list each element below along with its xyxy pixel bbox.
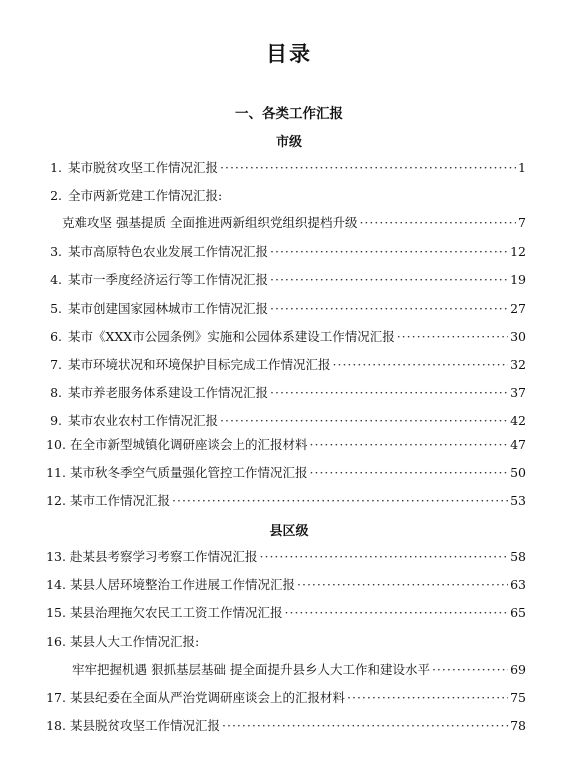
- entry-page: 47: [510, 437, 526, 452]
- toc-entry[interactable]: [38, 717, 526, 735]
- leader-dots: [220, 159, 516, 177]
- section-heading: 一、各类工作汇报: [235, 106, 343, 122]
- entry-subtitle: 克难攻坚 强基提质 全面推进两新组织党组织提档升级: [62, 215, 358, 230]
- group-heading-county: 县区级: [269, 524, 309, 539]
- toc-entry[interactable]: [38, 464, 526, 482]
- leader-dots: [359, 214, 516, 232]
- leader-dots: [333, 356, 509, 374]
- entry-title: 某市农业农村工作情况汇报: [68, 413, 219, 428]
- toc-entry[interactable]: [38, 271, 526, 289]
- entry-title: 某县人居环境整治工作进展工作情况汇报: [70, 577, 296, 592]
- entry-title: 某市秋冬季空气质量强化管控工作情况汇报: [70, 465, 308, 480]
- toc-entry[interactable]: [38, 604, 526, 622]
- entry-title: 某县人大工作情况汇报:: [70, 634, 200, 649]
- leader-dots: [220, 412, 508, 430]
- toc-entry[interactable]: [38, 492, 526, 510]
- leader-dots: [222, 717, 508, 735]
- entry-title: 某市一季度经济运行等工作情况汇报: [68, 272, 269, 287]
- entry-number: 5.: [50, 301, 62, 316]
- entry-title: 在全市新型城镇化调研座谈会上的汇报材料: [70, 437, 308, 452]
- toc-entry[interactable]: [38, 412, 526, 430]
- leader-dots: [172, 492, 508, 510]
- toc-entry[interactable]: [38, 633, 199, 651]
- entry-number: 13.: [46, 549, 66, 564]
- leader-dots: [310, 464, 509, 482]
- toc-entry[interactable]: [38, 436, 526, 454]
- entry-number: 14.: [46, 577, 66, 592]
- entry-number: 4.: [50, 272, 62, 287]
- toc-entry[interactable]: [38, 187, 222, 205]
- entry-page: 75: [510, 690, 526, 705]
- entry-subtitle: 牢牢把握机遇 狠抓基层基础 提全面提升县乡人大工作和建设水平: [72, 662, 430, 677]
- entry-title: 某市工作情况汇报: [70, 493, 171, 508]
- leader-dots: [270, 271, 508, 289]
- toc-entry[interactable]: [38, 328, 526, 346]
- toc-entry[interactable]: [38, 576, 526, 594]
- entry-number: 18.: [46, 718, 66, 733]
- leader-dots: [270, 384, 508, 402]
- entry-title: 某市《XXX市公园条例》实施和公园体系建设工作情况汇报: [68, 329, 395, 344]
- entry-title: 某市高原特色农业发展工作情况汇报: [68, 244, 269, 259]
- toc-entry[interactable]: [38, 384, 526, 402]
- toc-entry[interactable]: [38, 689, 526, 707]
- entry-page: 7: [518, 215, 526, 230]
- entry-number: 2.: [50, 188, 62, 203]
- entry-number: 15.: [46, 605, 66, 620]
- entry-number: 6.: [50, 329, 62, 344]
- entry-title: 某市创建国家园林城市工作情况汇报: [68, 301, 269, 316]
- entry-number: 7.: [50, 357, 62, 372]
- entry-number: 9.: [50, 413, 62, 428]
- entry-number: 12.: [46, 493, 66, 508]
- entry-page: 12: [510, 244, 526, 259]
- toc-entry-continuation[interactable]: [62, 214, 526, 232]
- entry-number: 8.: [50, 385, 62, 400]
- entry-title: 赴某县考察学习考察工作情况汇报: [70, 549, 258, 564]
- leader-dots: [397, 328, 508, 346]
- entry-page: 65: [510, 605, 526, 620]
- entry-title: 某市养老服务体系建设工作情况汇报: [68, 385, 269, 400]
- entry-title: 某县脱贫攻坚工作情况汇报: [70, 718, 221, 733]
- entry-page: 30: [510, 329, 526, 344]
- entry-page: 1: [518, 160, 526, 175]
- leader-dots: [347, 689, 508, 707]
- entry-title: 某县治理拖欠农民工工资工作情况汇报: [70, 605, 283, 620]
- leader-dots: [270, 243, 508, 261]
- entry-number: 16.: [46, 634, 66, 649]
- entry-number: 11.: [46, 465, 66, 480]
- entry-number: 10.: [46, 437, 66, 452]
- entry-number: 17.: [46, 690, 66, 705]
- leader-dots: [310, 436, 509, 454]
- toc-entry[interactable]: [38, 243, 526, 261]
- leader-dots: [260, 548, 509, 566]
- entry-page: 32: [510, 357, 526, 372]
- leader-dots: [270, 300, 508, 318]
- entry-title: 某市环境状况和环境保护目标完成工作情况汇报: [68, 357, 331, 372]
- entry-page: 50: [510, 465, 526, 480]
- entry-page: 37: [510, 385, 526, 400]
- leader-dots: [432, 661, 508, 679]
- entry-page: 19: [510, 272, 526, 287]
- leader-dots: [285, 604, 509, 622]
- page-title: 目录: [266, 42, 312, 66]
- entry-number: 3.: [50, 244, 62, 259]
- entry-page: 78: [510, 718, 526, 733]
- toc-entry[interactable]: [38, 159, 526, 177]
- entry-number: 1.: [50, 160, 62, 175]
- entry-page: 69: [510, 662, 526, 677]
- entry-title: 某市脱贫攻坚工作情况汇报: [68, 160, 219, 175]
- entry-title: 全市两新党建工作情况汇报:: [68, 188, 223, 203]
- entry-page: 27: [510, 301, 526, 316]
- entry-title: 某县纪委在全面从严治党调研座谈会上的汇报材料: [70, 690, 346, 705]
- entry-page: 53: [510, 493, 526, 508]
- toc-entry[interactable]: [38, 356, 526, 374]
- entry-page: 42: [510, 413, 526, 428]
- toc-entry-continuation[interactable]: [72, 661, 526, 679]
- leader-dots: [297, 576, 508, 594]
- group-heading-city: 市级: [275, 135, 302, 150]
- entry-page: 63: [510, 577, 526, 592]
- toc-entry[interactable]: [38, 548, 526, 566]
- entry-page: 58: [510, 549, 526, 564]
- toc-entry[interactable]: [38, 300, 526, 318]
